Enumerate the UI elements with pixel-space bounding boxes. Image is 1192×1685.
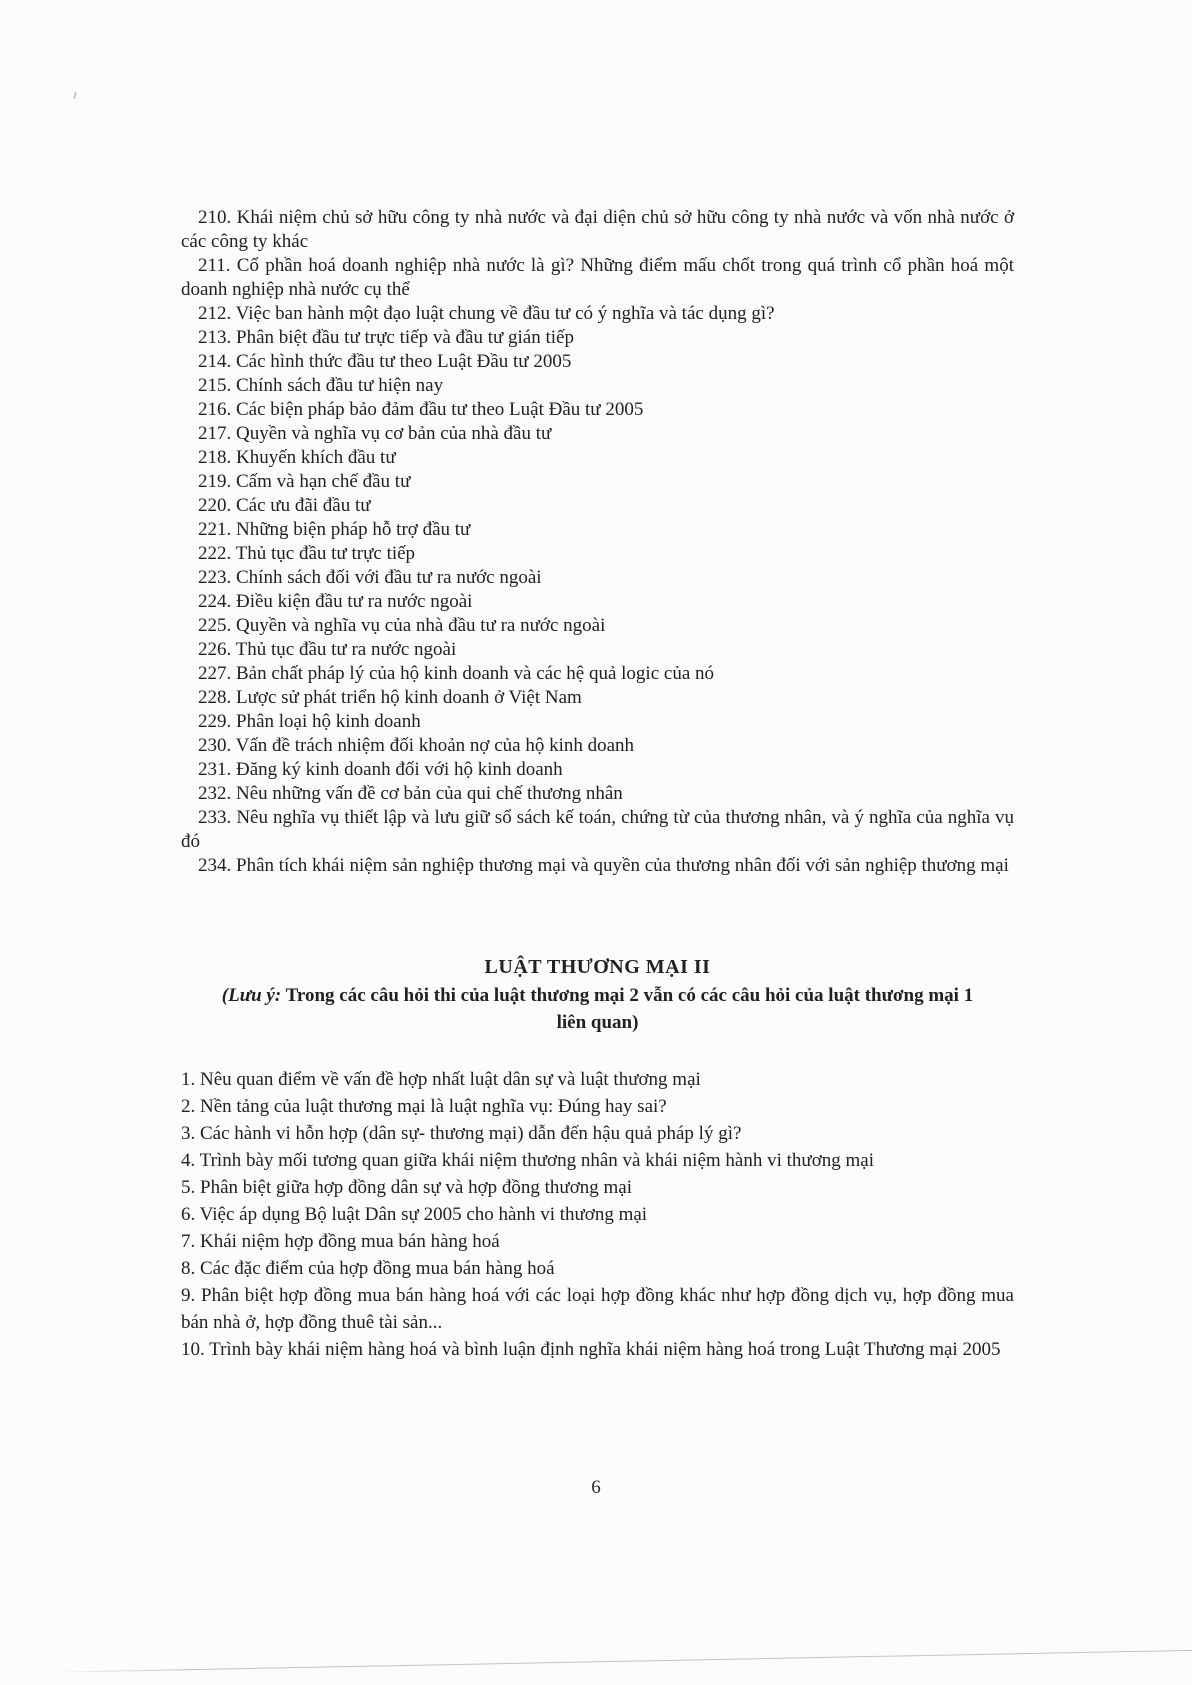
question-list-part-one: [181, 206, 1014, 878]
question-item: 220. Các ưu đãi đầu tư: [198, 495, 371, 516]
section-header: [181, 954, 1014, 1036]
page-number: 6: [591, 1477, 601, 1498]
question-item: 226. Thủ tục đầu tư ra nước ngoài: [198, 639, 457, 660]
question-item: 234. Phân tích khái niệm sản nghiệp thương mại và quyền của thương nhân đối với sản nghiệp thương mại: [198, 855, 1009, 876]
question-item: 216. Các biện pháp bảo đảm đầu tư theo Luật Đầu tư 2005: [198, 399, 644, 420]
question-item: 222. Thủ tục đầu tư trực tiếp: [198, 543, 416, 564]
question-item: 9. Phân biệt hợp đồng mua bán hàng hoá với các loại hợp đồng khác như hợp đồng dịch vụ, hợp đồng mua bán nhà ở, hợp đồng thuê tài sản...: [181, 1285, 1014, 1333]
question-list-part-two: [181, 1066, 1014, 1363]
question-item: 225. Quyền và nghĩa vụ của nhà đầu tư ra nước ngoài: [198, 615, 606, 636]
question-item: 214. Các hình thức đầu tư theo Luật Đầu tư 2005: [198, 351, 572, 372]
question-item: 10. Trình bày khái niệm hàng hoá và bình luận định nghĩa khái niệm hàng hoá trong Luật Thương mại 2005: [181, 1339, 1001, 1360]
question-item: 211. Cổ phần hoá doanh nghiệp nhà nước là gì? Những điểm mấu chốt trong quá trình cổ phần hoá một doanh nghiệp nhà nước cụ thể: [181, 255, 1014, 300]
question-item: 228. Lược sử phát triển hộ kinh doanh ở Việt Nam: [198, 687, 582, 708]
section-title: LUẬT THƯƠNG MẠI II: [484, 956, 711, 978]
question-item: 215. Chính sách đầu tư hiện nay: [198, 375, 444, 396]
section-note-label: (Lưu ý:: [221, 985, 282, 1006]
question-item: 232. Nêu những vấn đề cơ bản của qui chế thương nhân: [198, 783, 623, 804]
question-item: 1. Nêu quan điểm về vấn đề hợp nhất luật dân sự và luật thương mại: [181, 1069, 701, 1090]
question-item: 223. Chính sách đối với đầu tư ra nước ngoài: [198, 567, 542, 588]
section-note-text: Trong các câu hỏi thi của luật thương mại 2 vẫn có các câu hỏi của luật thương mại 1 liên quan): [281, 985, 974, 1033]
question-item: 221. Những biện pháp hỗ trợ đầu tư: [198, 519, 471, 540]
question-item: 224. Điều kiện đầu tư ra nước ngoài: [198, 591, 473, 612]
question-item: 4. Trình bày mối tương quan giữa khái niệm thương nhân và khái niệm hành vi thương mại: [181, 1150, 874, 1171]
question-item: 219. Cấm và hạn chế đầu tư: [198, 471, 411, 492]
scan-edge-artifact: [40, 1649, 1192, 1673]
question-item: 227. Bản chất pháp lý của hộ kinh doanh và các hệ quả logic của nó: [198, 663, 714, 684]
question-item: 2. Nền tảng của luật thương mại là luật nghĩa vụ: Đúng hay sai?: [181, 1096, 667, 1117]
question-item: 212. Việc ban hành một đạo luật chung về đầu tư có ý nghĩa và tác dụng gì?: [198, 303, 775, 324]
page-content: [181, 206, 1014, 1363]
question-item: 210. Khái niệm chủ sở hữu công ty nhà nước và đại diện chủ sở hữu công ty nhà nước và vốn nhà nước ở các công ty khác: [181, 207, 1014, 252]
question-item: 8. Các đặc điểm của hợp đồng mua bán hàng hoá: [181, 1258, 555, 1279]
question-item: 230. Vấn đề trách nhiệm đối khoản nợ của hộ kinh doanh: [198, 735, 635, 756]
question-item: 3. Các hành vi hỗn hợp (dân sự- thương mại) dẫn đến hậu quả pháp lý gì?: [181, 1123, 742, 1144]
question-item: 229. Phân loại hộ kinh doanh: [198, 711, 421, 732]
question-item: 7. Khái niệm hợp đồng mua bán hàng hoá: [181, 1231, 500, 1252]
question-item: 217. Quyền và nghĩa vụ cơ bản của nhà đầu tư: [198, 423, 552, 444]
question-item: 231. Đăng ký kinh doanh đối với hộ kinh doanh: [198, 759, 563, 780]
question-item: 218. Khuyến khích đầu tư: [198, 447, 396, 468]
question-item: 213. Phân biệt đầu tư trực tiếp và đầu tư gián tiếp: [198, 327, 574, 348]
question-item: 233. Nêu nghĩa vụ thiết lập và lưu giữ sổ sách kế toán, chứng từ của thương nhân, và ý nghĩa của nghĩa vụ đó: [181, 807, 1014, 852]
question-item: 5. Phân biệt giữa hợp đồng dân sự và hợp đồng thương mại: [181, 1177, 633, 1198]
question-item: 6. Việc áp dụng Bộ luật Dân sự 2005 cho hành vi thương mại: [181, 1204, 648, 1225]
section-note: [215, 982, 981, 1036]
scan-speck-artifact: [73, 92, 76, 99]
